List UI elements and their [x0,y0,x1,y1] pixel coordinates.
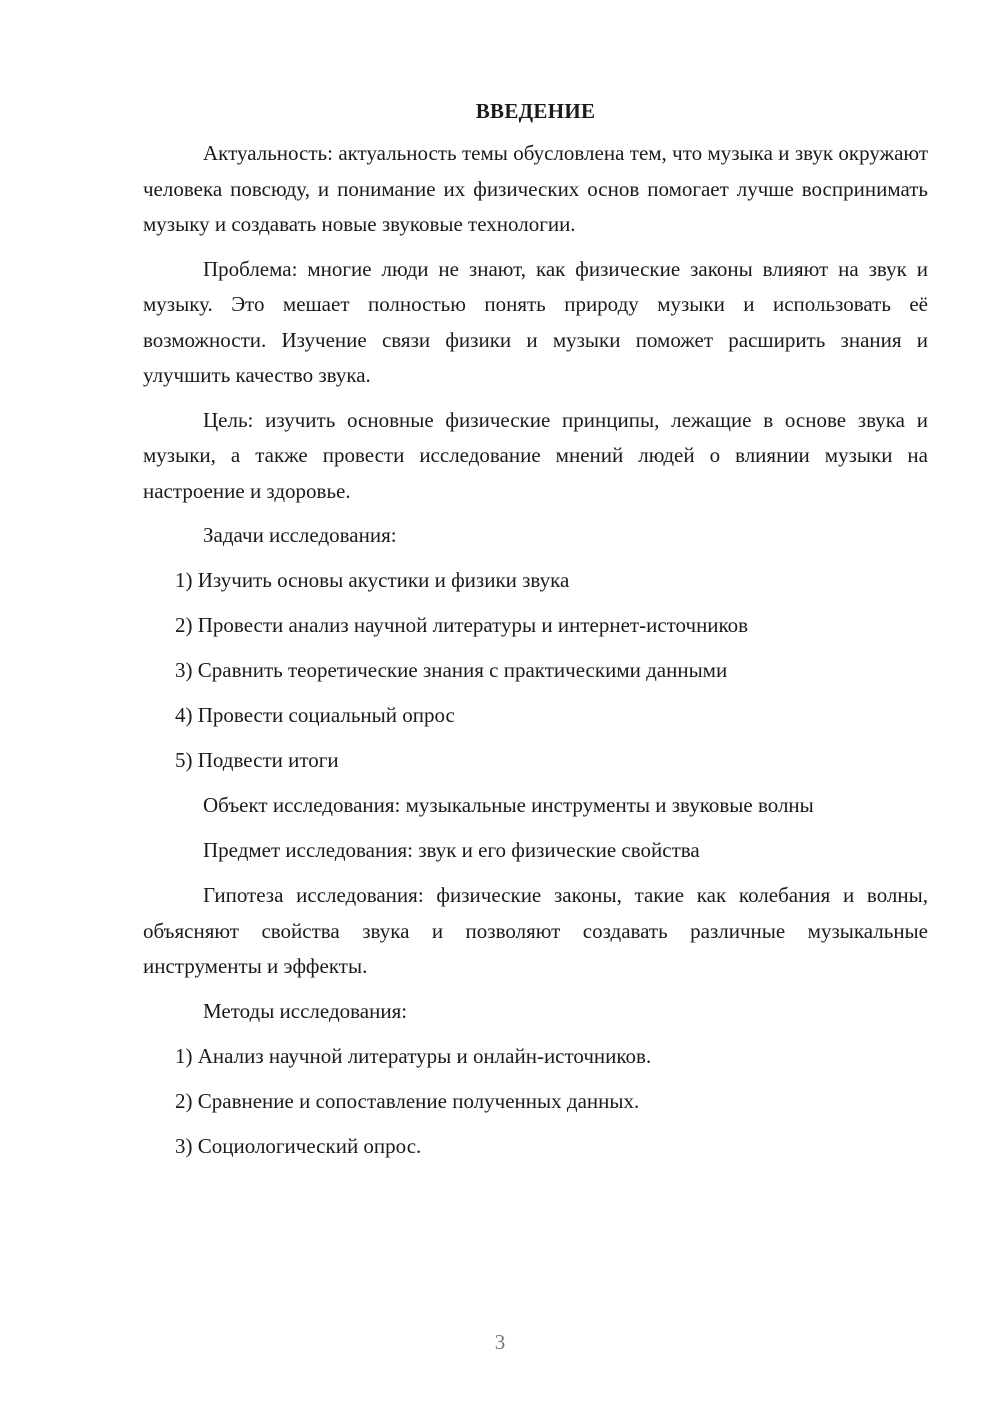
task-item: 5) Подвести итоги [175,748,339,772]
research-subject: Предмет исследования: звук и его физические свойства [203,838,700,862]
task-item: 1) Изучить основы акустики и физики звука [175,568,570,592]
method-item: 1) Анализ научной литературы и онлайн-источников. [175,1043,652,1068]
relevance-paragraph: Актуальность: актуальность темы обусловлена тем, что музыка и звук окружают человека повсюду, и понимание их физических основ помогает лучше воспринимать музыку и создавать новые звуковые технологии. [143,141,928,236]
task-item: 4) Провести социальный опрос [175,703,455,727]
methods-list [143,1039,928,1165]
tasks-heading: Задачи исследования: [203,523,397,547]
methods-heading: Методы исследования: [203,998,408,1023]
goal-paragraph: Цель: изучить основные физические принципы, лежащие в основе звука и музыки, а также провести исследование мнений людей о влиянии музыки на настроение и здоровье. [143,407,928,503]
task-item: 2) Провести анализ научной литературы и интернет-источников [175,613,749,637]
problem-paragraph: Проблема: многие люди не знают, как физические законы влияют на звук и музыку. Это мешает полностью понять природу музыки и использовать её возможности. Изучение связи физики и музыки поможет расширить знания и улучшить качество звука. [143,256,928,387]
task-item: 3) Сравнить теоретические знания с практическими данными [175,658,728,682]
page-number: 3 [494,1330,506,1354]
method-item: 3) Социологический опрос. [175,1133,422,1158]
hypothesis-paragraph: Гипотеза исследования: физические законы, такие как колебания и волны, объясняют свойства звука и позволяют создавать различные музыкальные инструменты и эффекты. [143,883,928,978]
page-title: ВВЕДЕНИЕ [475,99,596,123]
method-item: 2) Сравнение и сопоставление полученных данных. [175,1088,640,1113]
research-object: Объект исследования: музыкальные инструменты и звуковые волны [203,793,814,817]
tasks-list [143,563,928,779]
document-page [143,96,928,1174]
